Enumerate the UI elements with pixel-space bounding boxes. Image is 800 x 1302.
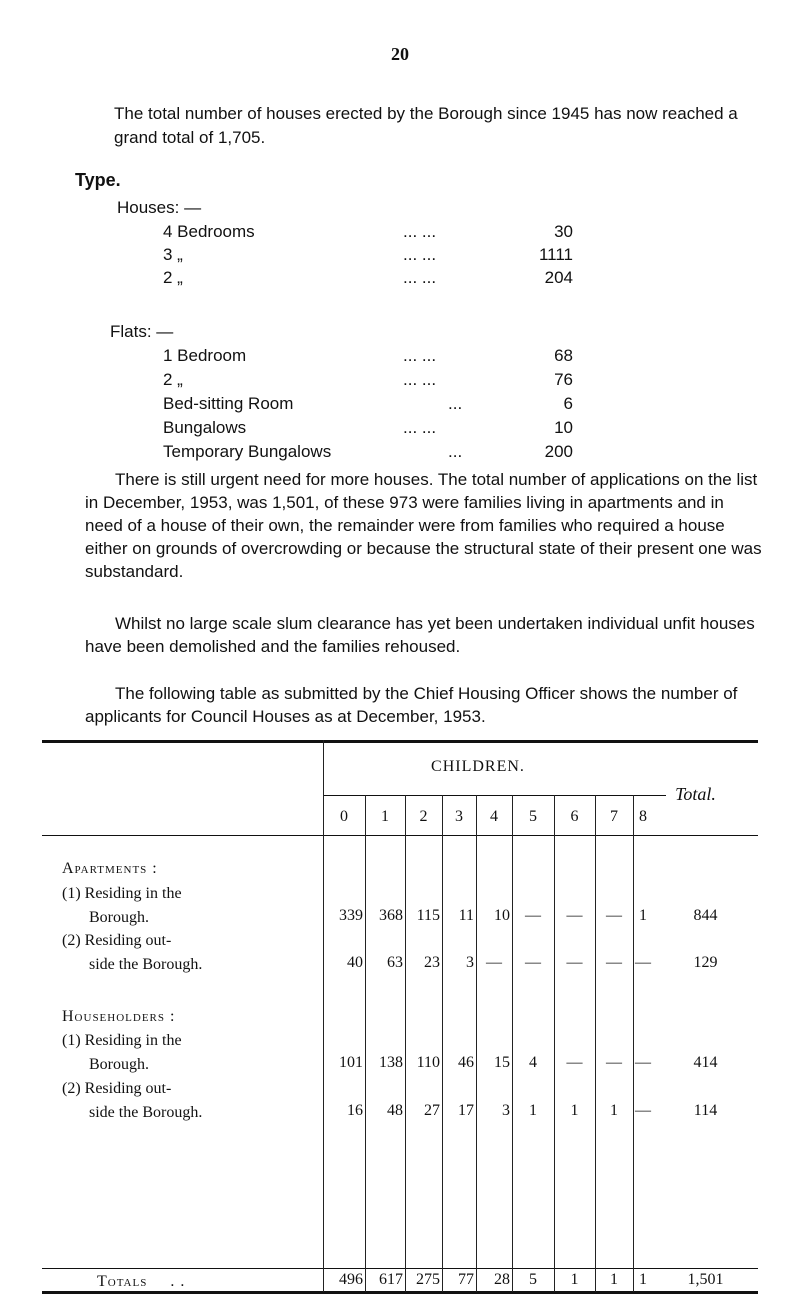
table-cell: — <box>486 954 502 971</box>
row-label: Borough. <box>89 1056 149 1073</box>
row-value: 204 <box>544 268 573 287</box>
totals-grand: 1,501 <box>687 1271 724 1288</box>
table-cell: — <box>635 954 651 971</box>
col-header: 1 <box>381 808 389 825</box>
paragraph: There is still urgent need for more houses. The total number of applications on the list in December, 1953, was 1,501, of these 973 were families living in apartments and in need of a house of their own, the remainder were from families who required a house either on grounds of overcrowding or because the structural state of their present one was substandard. <box>85 470 762 581</box>
leader-dots: ... ... <box>403 346 437 365</box>
row-label: (2) Residing out- <box>62 1080 172 1097</box>
table-cell: 48 <box>387 1102 403 1119</box>
col-rule <box>442 795 443 1292</box>
flats-heading: Flats: — <box>110 322 174 341</box>
total-header: Total. <box>675 784 716 804</box>
apartments-heading: Apartments : <box>62 860 158 877</box>
flats-row <box>163 394 573 418</box>
table-cell: 46 <box>458 1054 474 1071</box>
table-top-rule <box>42 740 758 743</box>
body-text <box>85 468 765 583</box>
table-cell: — <box>606 954 622 971</box>
table-cell: 3 <box>466 954 474 971</box>
col-header: 6 <box>570 808 579 825</box>
totals-cell: 1 <box>610 1271 618 1288</box>
table-cell: 1 <box>529 1102 537 1119</box>
row-label: 2 „ <box>163 268 183 287</box>
table-total: 844 <box>693 907 718 924</box>
table-cell: — <box>635 1102 651 1119</box>
leader-dots: ... ... <box>403 245 437 264</box>
houses-row <box>163 222 573 246</box>
table-cell: 1 <box>570 1102 579 1119</box>
table-cell: — <box>606 1054 622 1071</box>
table-cell: — <box>606 907 622 924</box>
leader-dots: ... ... <box>403 268 437 287</box>
table-cell: 40 <box>347 954 363 971</box>
table-cell: 17 <box>458 1102 474 1119</box>
table-cell: 27 <box>424 1102 440 1119</box>
children-header: CHILDREN. <box>431 758 525 775</box>
intro-paragraph: The total number of houses erected by the Borough since 1945 has now reached a grand total of 1,705. <box>114 104 738 147</box>
table-cell: — <box>566 907 583 924</box>
col-rule <box>512 795 513 1292</box>
totals-cell: 1 <box>570 1271 579 1288</box>
table-cell: 16 <box>347 1102 363 1119</box>
table-cell: 368 <box>379 907 403 924</box>
flats-row <box>163 370 573 394</box>
row-label: Bungalows <box>163 418 247 437</box>
table-cell: 4 <box>529 1054 537 1071</box>
totals-label <box>97 1271 185 1293</box>
row-label: 3 „ <box>163 245 183 264</box>
row-value: 10 <box>554 418 573 437</box>
leader-dots: ... ... <box>403 370 437 389</box>
table-cell: — <box>566 1054 583 1071</box>
table-cell: 15 <box>494 1054 510 1071</box>
table-cell: 3 <box>502 1102 510 1119</box>
row-value: 200 <box>544 442 573 461</box>
totals-cell: 496 <box>339 1271 363 1288</box>
row-value: 30 <box>554 222 573 241</box>
houses-row <box>163 245 573 269</box>
houses-heading: Houses: — <box>117 198 202 217</box>
table-cell: 23 <box>424 954 440 971</box>
type-heading: Type. <box>75 170 121 190</box>
row-value: 76 <box>554 370 573 389</box>
row-label: (1) Residing in the <box>62 885 182 902</box>
table-cell: 10 <box>494 907 510 924</box>
table-cell: 11 <box>458 907 474 924</box>
col-rule <box>633 795 634 1292</box>
row-label: Temporary Bungalows <box>163 442 332 461</box>
table-cell: 63 <box>387 954 403 971</box>
paragraph: Whilst no large scale slum clearance has yet been undertaken individual unfit houses have been demolished and the families rehoused. <box>85 614 755 656</box>
table-cell: — <box>525 954 541 971</box>
col-header: 4 <box>490 808 498 825</box>
col-header: 2 <box>419 808 428 825</box>
col-header: 0 <box>340 808 348 825</box>
body-text <box>85 682 765 728</box>
totals-dots: . . <box>170 1273 186 1290</box>
table-total: 414 <box>693 1054 718 1071</box>
houses-row <box>163 268 573 292</box>
col-rule <box>595 795 596 1292</box>
totals-cell: 28 <box>494 1271 510 1288</box>
children-subrule <box>323 795 666 796</box>
row-label: side the Borough. <box>89 956 203 973</box>
row-label: Borough. <box>89 909 149 926</box>
totals-cell: 275 <box>416 1271 440 1288</box>
table-cell: 101 <box>339 1054 363 1071</box>
col-header: 5 <box>529 808 537 825</box>
row-label: 4 Bedrooms <box>163 222 255 241</box>
table-cell: 1 <box>610 1102 618 1119</box>
row-label: (2) Residing out- <box>62 932 172 949</box>
table-cell: 110 <box>416 1054 440 1071</box>
paragraph: The following table as submitted by the Chief Housing Officer shows the number of applicants for Council Houses as at December, 1953. <box>85 684 738 726</box>
flats-row <box>163 346 573 370</box>
col-rule <box>405 795 406 1292</box>
totals-cell: 5 <box>529 1271 537 1288</box>
flats-row <box>163 442 573 466</box>
page-number: 20 <box>391 44 409 64</box>
col-header: 3 <box>455 808 463 825</box>
row-value: 1111 <box>538 245 573 264</box>
header-rule <box>42 835 758 836</box>
totals-cell: 617 <box>379 1271 403 1288</box>
col-rule <box>476 795 477 1292</box>
table-cell: 1 <box>639 907 647 924</box>
table-cell: 339 <box>339 907 363 924</box>
flats-row <box>163 418 573 442</box>
row-label: side the Borough. <box>89 1104 203 1121</box>
row-label: 1 Bedroom <box>163 346 247 365</box>
row-label: (1) Residing in the <box>62 1032 182 1049</box>
col-rule <box>554 795 555 1292</box>
col-rule <box>365 795 366 1292</box>
totals-cell: 77 <box>458 1271 474 1288</box>
row-value: 6 <box>563 394 573 413</box>
totals-text: Totals <box>97 1273 148 1290</box>
table-cell: — <box>525 907 541 924</box>
table-cell: 138 <box>379 1054 403 1071</box>
body-text <box>85 612 765 658</box>
row-label: 2 „ <box>163 370 183 389</box>
col-header: 7 <box>610 808 618 825</box>
table-cell: 115 <box>416 907 440 924</box>
row-label: Bed-sitting Room <box>163 394 294 413</box>
applicants-table <box>42 740 758 1295</box>
table-cell: — <box>635 1054 651 1071</box>
totals-cell: 1 <box>639 1271 647 1288</box>
table-cell: — <box>566 954 583 971</box>
leader-dots: ... ... <box>403 418 437 437</box>
totals-rule <box>42 1268 758 1269</box>
table-total: 114 <box>693 1102 718 1119</box>
row-value: 68 <box>554 346 573 365</box>
col-header: 8 <box>639 808 647 825</box>
householders-heading: Householders : <box>62 1008 176 1025</box>
table-total: 129 <box>693 954 718 971</box>
leader-dots: ... <box>448 442 463 461</box>
leader-dots: ... ... <box>403 222 437 241</box>
leader-dots: ... <box>448 394 463 413</box>
